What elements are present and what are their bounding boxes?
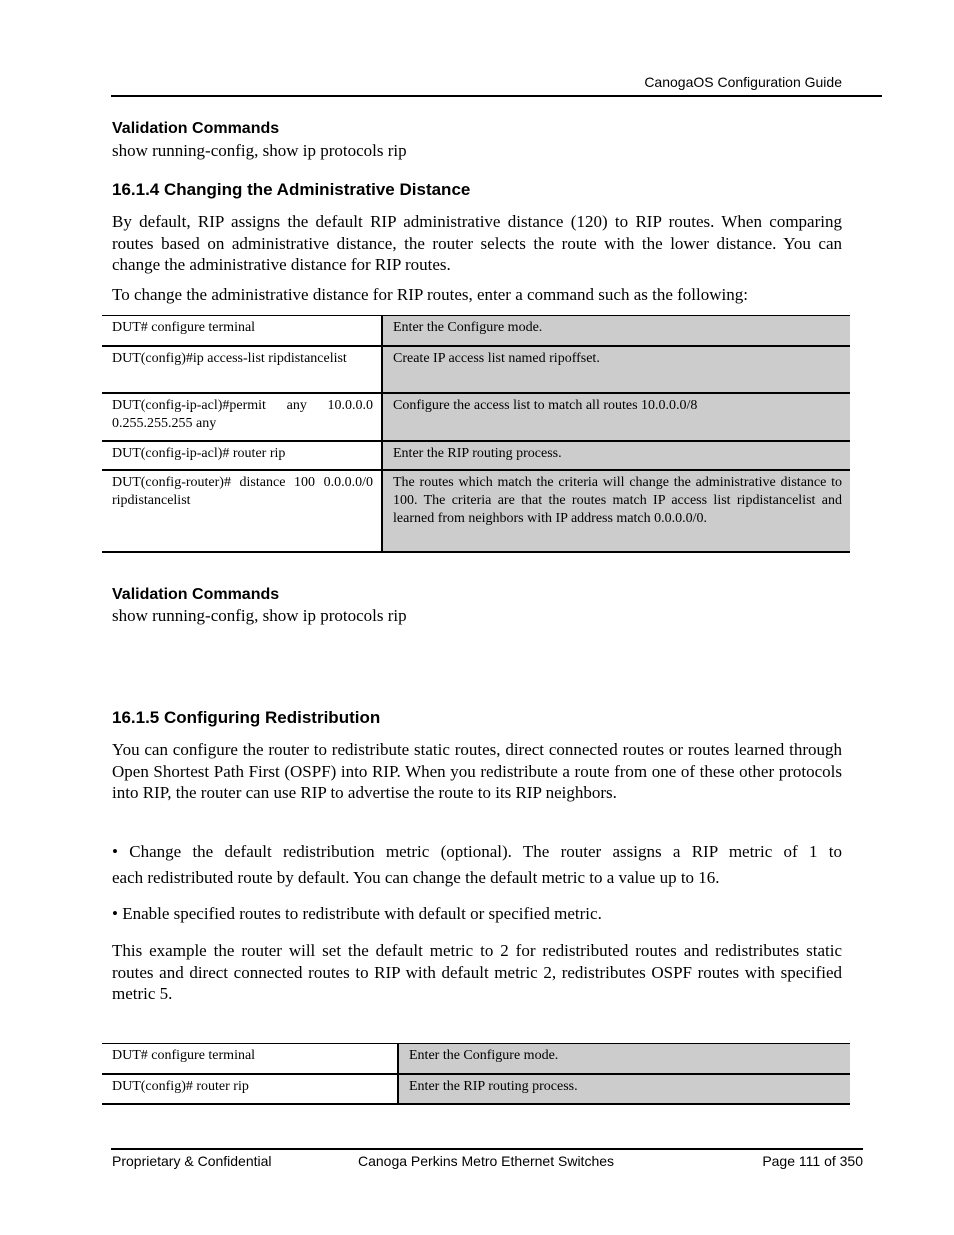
command-table <box>102 315 850 553</box>
bullet-text: each redistributed route by default. You can change the default metric to a value up to 16. <box>112 867 720 887</box>
command-cell: DUT(config-ip-acl)# router rip <box>102 441 382 470</box>
section-heading: 16.1.4 Changing the Administrative Distance <box>112 180 471 199</box>
description-cell: The routes which match the criteria will change the administrative distance to 100. The criteria are that the routes match IP access list ripdistancelist and learned from neighbors with IP address match 0.0.0.0/0. <box>382 470 850 552</box>
paragraph: This example the router will set the default metric to 2 for redistributed routes and redistributes static routes and direct connected routes to RIP with default metric 2, redistributes OSPF routes with specified metric 5. <box>112 941 842 1003</box>
description-cell: Enter the RIP routing process. <box>398 1074 850 1104</box>
running-header: CanogaOS Configuration Guide <box>644 74 842 90</box>
footer-left: Proprietary & Confidential <box>112 1153 272 1169</box>
table-row <box>102 1074 850 1104</box>
table-row <box>102 393 850 441</box>
paragraph: You can configure the router to redistribute static routes, direct connected routes or routes learned through Open Shortest Path First (OSPF) into RIP. When you redistribute a route from one of these other protocols into RIP, the router can use RIP to advertise the route to its RIP neighbors. <box>112 740 842 802</box>
description-cell: Enter the Configure mode. <box>398 1044 850 1074</box>
table-row <box>102 316 850 346</box>
section-heading: 16.1.5 Configuring Redistribution <box>112 708 381 727</box>
table-row <box>102 346 850 393</box>
bullet-text: • Change the default redistribution metric (optional). The router assigns a RIP metric of 1 to <box>112 842 842 861</box>
footer-rule <box>111 1148 863 1150</box>
bullet-item: • Enable specified routes to redistribute with default or specified metric. <box>112 904 602 923</box>
table-row <box>102 1044 850 1074</box>
paragraph: To change the administrative distance for RIP routes, enter a command such as the following: <box>112 285 748 304</box>
command-cell: DUT# configure terminal <box>102 1044 398 1074</box>
paragraph: By default, RIP assigns the default RIP administrative distance (120) to RIP routes. When comparing routes based on administrative distance, the router selects the route with the lower distance. You can change the administrative distance for RIP routes. <box>112 212 842 274</box>
description-cell: Create IP access list named ripoffset. <box>382 346 850 393</box>
description-cell: Enter the RIP routing process. <box>382 441 850 470</box>
bullet-item <box>112 841 842 888</box>
page-number: Page 111 of 350 <box>762 1153 863 1169</box>
table-row <box>102 441 850 470</box>
description-cell: Enter the Configure mode. <box>382 316 850 346</box>
validation-title: Validation Commands <box>112 120 280 137</box>
validation-text: show running-config, show ip protocols rip <box>112 606 407 625</box>
validation-text: show running-config, show ip protocols rip <box>112 141 407 160</box>
table-row <box>102 470 850 552</box>
description-cell: Configure the access list to match all routes 10.0.0.0/8 <box>382 393 850 441</box>
command-table <box>102 1043 850 1105</box>
footer-center: Canoga Perkins Metro Ethernet Switches <box>358 1153 615 1169</box>
validation-title: Validation Commands <box>112 586 280 603</box>
command-cell: DUT(config)# router rip <box>102 1074 398 1104</box>
command-cell: DUT(config-router)# distance 100 0.0.0.0/0 ripdistancelist <box>102 470 382 552</box>
command-cell: DUT(config-ip-acl)#permit any 10.0.0.0 0.255.255.255 any <box>102 393 382 441</box>
command-cell: DUT(config)#ip access-list ripdistancelist <box>102 346 382 393</box>
header-rule <box>111 95 882 97</box>
command-cell: DUT# configure terminal <box>102 316 382 346</box>
